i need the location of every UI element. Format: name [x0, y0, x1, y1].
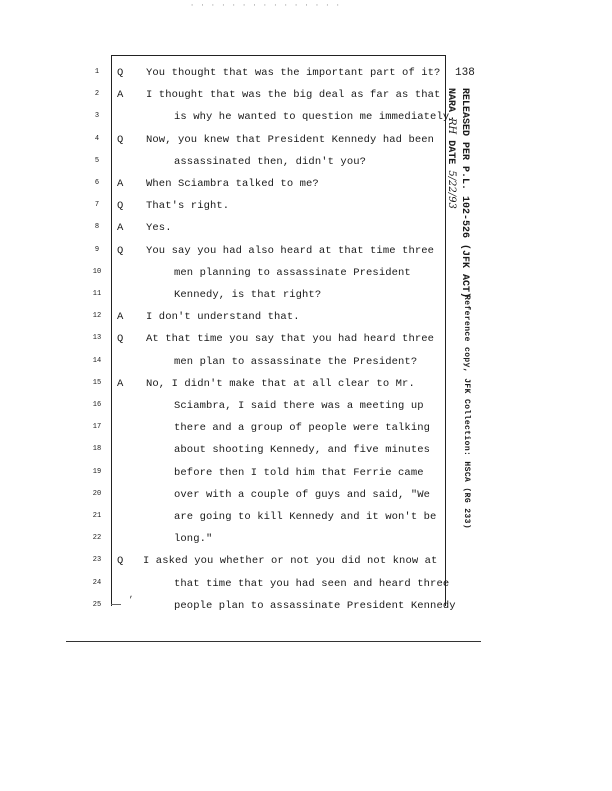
transcript-line	[0, 508, 612, 528]
transcript-line	[0, 441, 612, 461]
line-text: Yes.	[146, 222, 172, 235]
line-number: 4	[94, 134, 100, 143]
speaker-label: Q	[117, 555, 124, 568]
transcript-line	[0, 375, 612, 395]
footer-rule	[66, 641, 481, 642]
line-text: are going to kill Kennedy and it won't be	[174, 511, 437, 523]
transcript-line	[0, 264, 612, 284]
line-text: When Sciambra talked to me?	[146, 178, 319, 190]
transcript-line	[0, 530, 612, 550]
speaker-label: A	[117, 178, 124, 190]
transcript-line	[0, 464, 612, 484]
transcript-line	[0, 153, 612, 173]
line-text: long."	[174, 533, 213, 546]
transcript-line	[0, 397, 612, 417]
speaker-label: Q	[117, 333, 124, 346]
speaker-label: A	[117, 222, 124, 235]
release-date: 5/22/93	[446, 170, 457, 209]
line-text: over with a couple of guys and said, "We	[174, 488, 431, 501]
line-number: 8	[94, 223, 100, 232]
transcript-line	[0, 308, 612, 328]
transcript-line	[0, 197, 612, 217]
line-text: that time that you had seen and heard three	[174, 577, 450, 590]
transcript-line	[0, 330, 612, 350]
nara-label: NARA	[445, 88, 456, 113]
line-number: 20	[92, 489, 102, 498]
line-number: 1	[94, 68, 100, 76]
line-number: 25	[92, 600, 102, 609]
transcript-line	[0, 131, 612, 151]
line-text: about shooting Kennedy, and five minutes	[174, 444, 431, 457]
line-number: 15	[92, 378, 102, 387]
transcript-line	[0, 286, 612, 306]
speaker-label: A	[117, 377, 124, 390]
line-number: 19	[92, 467, 102, 476]
transcript-line	[0, 353, 612, 373]
line-text: is why he wanted to question me immediately.	[174, 111, 456, 124]
reference-copy-note: Reference copy, JFK Collection: HSCA (RG 233)	[462, 295, 471, 530]
line-text: Kennedy, is that right?	[174, 289, 322, 301]
speaker-label: Q	[117, 200, 124, 213]
transcript-line	[0, 575, 612, 595]
line-number: 13	[92, 334, 102, 343]
line-text: men planning to assassinate President	[174, 266, 411, 279]
margin-mark: ,	[129, 591, 134, 600]
speaker-label: A	[117, 89, 124, 102]
line-number: 9	[94, 245, 100, 254]
line-text: I thought that was the big deal as far as that	[146, 89, 441, 102]
line-text: Sciambra, I said there was a meeting up	[174, 400, 424, 412]
transcript-line	[0, 219, 612, 239]
speaker-label: A	[117, 311, 124, 324]
release-stamp-text: RELEASED PER P.L. 102-526 (JFK ACT)	[459, 88, 470, 299]
line-number: 2	[94, 90, 100, 99]
line-text: before then I told him that Ferrie came	[174, 466, 424, 479]
transcript-line	[0, 486, 612, 506]
line-number: 12	[92, 312, 102, 321]
transcript-line	[0, 64, 612, 84]
line-text: Now, you knew that President Kennedy had been	[146, 133, 435, 146]
line-number: 5	[94, 156, 100, 165]
line-text: men plan to assassinate the President?	[174, 355, 418, 368]
transcript-line	[0, 175, 612, 195]
line-text: You say you had also heard at that time three	[146, 244, 435, 257]
line-number: 18	[92, 445, 102, 454]
nara-initials: RH	[446, 118, 457, 135]
transcript-line	[0, 108, 612, 128]
line-number: 10	[92, 267, 102, 276]
transcript-line	[0, 242, 612, 262]
line-number: 21	[92, 512, 102, 520]
line-text: I asked you whether or not you did not know at	[143, 555, 438, 568]
line-text: I don't understand that.	[146, 311, 300, 324]
line-text: You thought that was the important part of it?	[146, 67, 441, 79]
line-number: 3	[94, 112, 100, 121]
transcript-line	[0, 86, 612, 106]
date-label: DATE	[445, 140, 456, 165]
line-text: At that time you say that you had heard three	[146, 333, 435, 346]
line-text: No, I didn't make that at all clear to Mr.	[146, 377, 415, 390]
line-number: 17	[92, 423, 102, 432]
transcript-line	[0, 597, 612, 617]
speaker-label: Q	[117, 133, 124, 146]
line-text: assassinated then, didn't you?	[174, 155, 367, 168]
scan-artifact: · · · · · · · · · · · · · · ·	[190, 2, 341, 10]
line-number: 7	[94, 201, 100, 210]
line-number: 23	[92, 556, 102, 565]
line-number: 24	[92, 578, 102, 587]
line-number: 11	[92, 290, 102, 298]
speaker-label: Q	[117, 67, 124, 79]
transcript-line	[0, 552, 612, 572]
line-text: there and a group of people were talking	[174, 422, 431, 435]
page-number: 138	[455, 67, 475, 79]
line-text: That's right.	[146, 200, 230, 213]
line-number: 14	[92, 356, 102, 365]
line-number: 22	[92, 534, 102, 543]
line-number: 6	[94, 179, 100, 187]
line-text: people plan to assassinate President Kennedy	[174, 599, 456, 612]
line-number: 16	[92, 401, 102, 409]
speaker-label: Q	[117, 244, 124, 257]
transcript-line	[0, 419, 612, 439]
